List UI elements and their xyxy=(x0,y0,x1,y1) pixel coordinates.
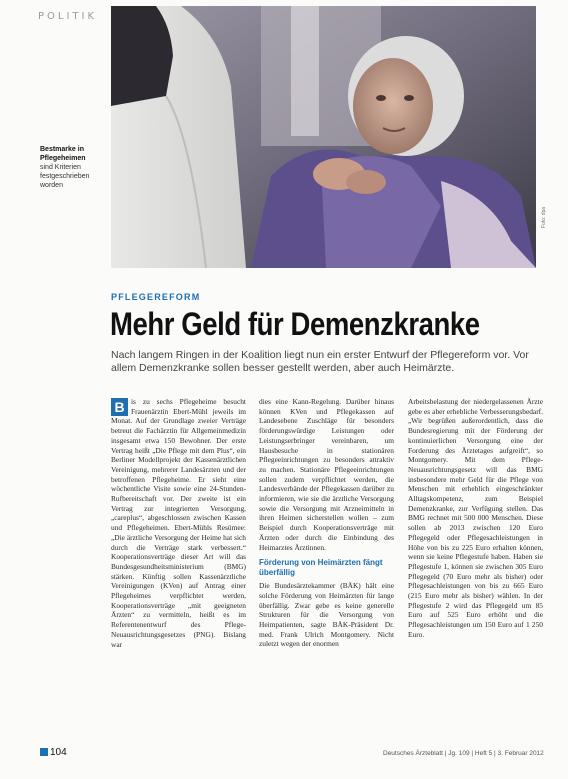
article-lead: Nach langem Ringen in der Koalition liegt nun ein erster Entwurf der Pflegereform vor. Vor allem Demenzkranke sollen besser gestellt werden, aber auch Heimärzte. xyxy=(111,349,529,374)
page-marker-icon xyxy=(40,748,48,756)
caption-text: sind Kriterien festgeschrieben worden xyxy=(40,164,90,189)
article-kicker: PFLEGEREFORM xyxy=(111,292,201,302)
body-column-3 xyxy=(408,397,543,640)
page-number xyxy=(40,747,67,758)
article-body xyxy=(111,397,545,749)
page-number-text: 104 xyxy=(50,747,67,758)
body-text-col1: is zu sechs Pflegeheime besucht Frauenärztin Ebert-Mühl jeweils im Monat. Auf der Grundlage zweier Verträge betreut die Fachärztin für Allgemeinmedizin insgesamt etwa 150 Bewohner. Der erste Vertrag heißt „Die Pflege mit dem Plus“, ein Berliner Modellprojekt der Kassenärztlichen Vereinigung, mehrerer Landesärzten und der betroffenen Pflegeheime. Er sieht eine wöchentliche Visite sowie eine 24-Stunden-Rufbereitschaft vor. Der zweite ist ein Vertrag zur integrierten Versorgung, „careplus“, abgeschlossen zwischen Kassen und Pflegeheimen. Ebert-Mühls Resümee: „Die ärztliche Versorgung der Heime hat sich durch die Verträge stark verbessert.“ Kooperationsverträge dieser Art will das Bundesgesundheitsministerium (BMG) stärken. Künftig sollen Kassenärztliche Vereinigungen (KVen) auf Antrag einer Pflegeheimes verpflichtet werden, Kooperationsverträge „mit geeigneten Ärzten“ zu vermitteln, heißt es im Referentenentwurf des Pflege-Neuausrichtungsgesetzes (PNG). Bislang war xyxy=(111,397,246,649)
journal-footer: Deutsches Ärzteblatt | Jg. 109 | Heft 5 | 3. Februar 2012 xyxy=(383,750,544,757)
drop-cap: B xyxy=(111,398,128,416)
article-headline: Mehr Geld für Demenzkranke xyxy=(110,306,480,342)
photo-credit: Foto: dpa xyxy=(541,206,547,228)
body-column-2 xyxy=(259,397,394,649)
body-column-1 xyxy=(111,397,246,649)
body-text-col2a: dies eine Kann-Regelung. Darüber hinaus können KVen und Pflegekassen auf Landesebene Zuschläge für besonders förderungswürdige Leistungen oder Leistungserbringer vereinbaren, um Hausbesuche in stationären Pflegeeinrichtungen zu besonders attraktiv zu machen. Stationäre Pflegeeinrichtungen sollen zudem verpflichtet werden, die Landesverbände der Pflegekassen darüber zu informieren, wie sie die ärztliche Versorgung sowie die Versorgung mit Arzneimitteln in ihren Heimen sicherstellen wollen – zum Beispiel durch Kooperationsverträge mit Ärzten oder durch die Einbindung des Heimarztes Ärztinnen. xyxy=(259,397,394,552)
article-photo xyxy=(111,6,536,268)
photo-illustration xyxy=(111,6,536,268)
section-label: POLITIK xyxy=(38,11,98,22)
body-text-col3: Arbeitsbelastung der niedergelassenen Ärzte gebe es aber erhebliche Verbesserungsbedarf. „Wir begrüßen außerordentlich, dass die Bundesregierung mit der Förderung der kontinuierlichen Versorgung eine der Forderung des Ärztetages aufgreift“, so Montgomery. Mit dem Pflege-Neuausrichtungsgesetz will das BMG insbesondere mehr Geld für die Pflege von Menschen mit erheblich eingeschränkter Alltagskompetenz, zum Beispiel Demenzkranke, zur Verfügung stellen. Das BMG rechnet mit 500 000 Menschen. Diese sollen ab 2013 zwischen 120 Euro Pflegegeld oder Pflegesachleistungen in Höhe von bis zu 225 Euro erhalten können, wenn sie keine Pflegestufe haben. Haben sie Pflegestufe 1, können sie zwischen 305 Euro Pflegegeld (70 Euro mehr als bisher) oder Pflegesachleistungen von bis zu 665 Euro (215 Euro mehr als bisher) wählen. In der Pflegestufe 2 wird das Pflegegeld um 85 Euro auf 525 Euro erhöht und die Pflegesachleistungen um 150 Euro auf 1 250 Euro. xyxy=(408,397,543,639)
article-subhead: Förderung von Heimärzten fängt überfällig xyxy=(259,558,383,578)
caption-title: Bestmarke in Pflegeheimen xyxy=(40,146,86,162)
photo-caption xyxy=(40,145,106,190)
body-text-col2b: Die Bundesärztekammer (BÄK) hält eine solche Förderung von Heimärzten für lange überfällig. Zwar gebe es keine generelle Strukturen für die Versorgung von Heimpatienten, sagte BÄK-Präsident Dr. med. Frank Ulrich Montgomery. Nicht zuletzt wegen der enormen xyxy=(259,581,394,649)
